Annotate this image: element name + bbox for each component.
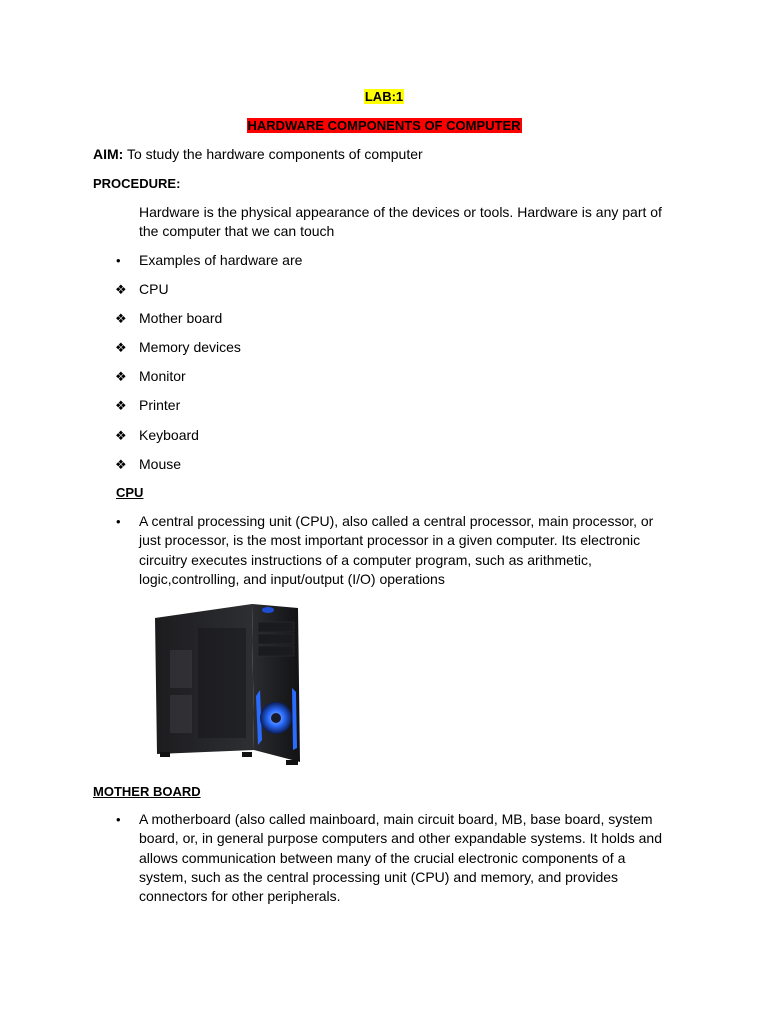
diamond-bullet-icon: ❖ <box>115 398 127 413</box>
hardware-list-item: Monitor <box>139 368 186 384</box>
bullet-icon: • <box>116 253 121 268</box>
lab-title-line <box>0 87 768 106</box>
examples-intro: Examples of hardware are <box>139 252 303 268</box>
motherboard-heading: MOTHER BOARD <box>93 784 201 799</box>
diamond-bullet-icon: ❖ <box>115 457 127 472</box>
cpu-paragraph: A central processing unit (CPU), also called a central processor, main processor, or just processor, is the most important processor in a given computer. Its electronic circuitry executes instructions of a computer program, such as arithmetic, logic,controlling, and input/output (I/O) operations <box>139 513 654 587</box>
hardware-list-item: Keyboard <box>139 427 199 443</box>
diamond-bullet-icon: ❖ <box>115 340 127 355</box>
hardware-list-item: Mouse <box>139 456 182 472</box>
diamond-bullet-icon: ❖ <box>115 428 127 443</box>
motherboard-paragraph: A motherboard (also called mainboard, main circuit board, MB, base board, system board, or, in general purpose computers and other expandable systems. It holds and allows communication between many of the crucial electronic components of a system, such as the central processing unit (CPU) and memory, and provides connectors for other peripherals. <box>139 811 662 905</box>
hardware-list-item: Printer <box>139 397 181 413</box>
procedure-label: PROCEDURE: <box>93 176 181 191</box>
aim-text: To study the hardware components of computer <box>126 146 423 162</box>
aim-line <box>93 145 423 164</box>
intro-paragraph: Hardware is the physical appearance of the devices or tools. Hardware is any part of the computer that we can touch <box>139 204 662 240</box>
aim-label: AIM: <box>93 146 124 162</box>
hardware-list-item: Memory devices <box>139 339 241 355</box>
cpu-heading: CPU <box>116 485 144 500</box>
lab-title: LAB:1 <box>364 89 404 104</box>
main-title: HARDWARE COMPONENTS OF COMPUTER <box>247 118 521 133</box>
diamond-bullet-icon: ❖ <box>115 369 127 384</box>
main-title-line <box>0 116 768 135</box>
bullet-icon: • <box>116 812 121 827</box>
bullet-icon: • <box>116 514 121 529</box>
hardware-list-item: CPU <box>139 281 169 297</box>
hardware-list-item: Mother board <box>139 310 223 326</box>
diamond-bullet-icon: ❖ <box>115 282 127 297</box>
diamond-bullet-icon: ❖ <box>115 311 127 326</box>
cpu-case-image <box>150 600 310 768</box>
cpu-tower-icon <box>150 600 310 768</box>
